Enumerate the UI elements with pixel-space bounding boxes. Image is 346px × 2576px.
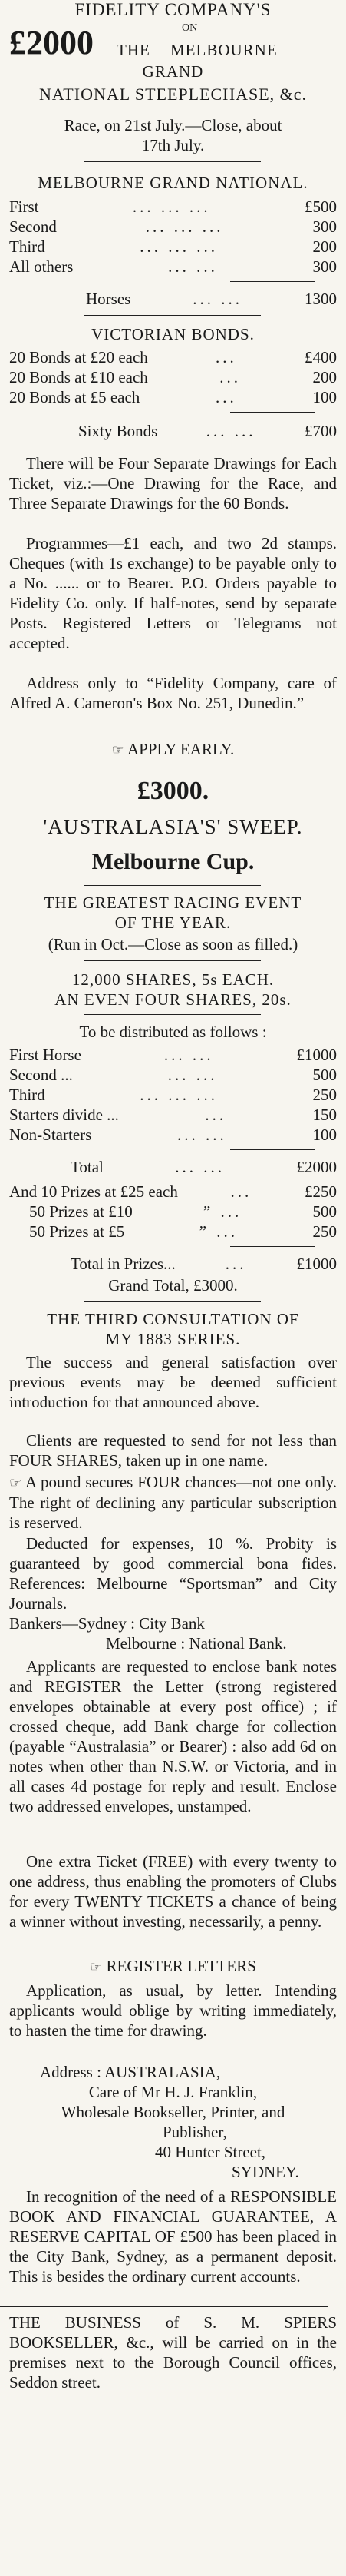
bond-value: 200 [312, 368, 337, 386]
leader-dots: ... ... ... [140, 237, 218, 256]
leader-dots: ... [216, 348, 237, 366]
extra-prize-label: 50 Prizes at £5 [29, 1222, 125, 1241]
leader-dots: ... ... [193, 290, 243, 308]
extra-prize-label: 50 Prizes at £10 [29, 1202, 133, 1221]
divider [84, 1014, 261, 1015]
total-value: 1300 [305, 290, 337, 308]
event-line-2: OF THE YEAR. [114, 913, 232, 932]
prize-label: Second [9, 217, 57, 236]
business-notice: THE BUSINESS of S. M. SPIERS BOOKSELLER, &c., will be carried on in the premises next to the Borough Council offices, Seddon street. [9, 2313, 337, 2392]
prize-row [9, 237, 337, 257]
shares-line-2: AN EVEN FOUR SHARES, 20s. [54, 990, 292, 1009]
prize-row [9, 257, 337, 277]
paragraph: There will be Four Separate Drawings for Each Ticket, viz.:—One Drawing for the Race, and Three Separate Drawings for the 60 Bonds. [9, 454, 337, 512]
sum-rule [230, 1149, 315, 1150]
consultation-line-2: MY 1883 SERIES. [105, 1330, 241, 1348]
prize-label: Third [9, 237, 45, 256]
leader-dots: ... ... ... [145, 217, 224, 236]
bond-row [9, 387, 337, 407]
distribution-label: Non-Starters [9, 1126, 92, 1144]
extra-prize-value: 500 [312, 1202, 337, 1221]
extra-prize-row [9, 1202, 337, 1222]
leader-dots: ... [219, 368, 242, 386]
total-label: Sixty Bonds [78, 422, 158, 440]
paragraph-text: A pound secures FOUR chances—not one only. The right of declining any particular subscription is reserved. [9, 1473, 338, 1532]
paragraph: Address only to “Fidelity Company, care of Alfred A. Cameron's Box No. 251, Dunedin.” [9, 674, 337, 712]
prize-row [9, 217, 337, 237]
total-row [9, 421, 337, 441]
the-word: THE [117, 41, 150, 59]
extra-prize-row [9, 1182, 337, 1202]
leader-dots: ... [216, 388, 237, 406]
address-line: Wholesale Bookseller, Printer, and [61, 2103, 285, 2121]
paragraph: In recognition of the need of a RESPONSIBLE BOOK AND FINANCIAL GUARANTEE, A RESERVE CAPITAL OF £500 has been placed in the City Bank, Sydney, as a permanent deposit. This is besides the ordinary current accounts. [9, 2187, 337, 2286]
bankers-line-1: Bankers—Sydney : City Bank [9, 1614, 205, 1633]
distribution-row [9, 1105, 337, 1125]
bond-value: £400 [305, 348, 337, 366]
prize-row [9, 197, 337, 217]
sum-rule [230, 412, 315, 413]
paragraph: The success and general satisfaction over previous events may be deemed sufficient introduction for that announced above. [9, 1353, 337, 1411]
divider [84, 885, 261, 886]
distribution-label: First Horse [9, 1046, 81, 1064]
shares-line-1: 12,000 SHARES, 5s EACH. [71, 970, 275, 989]
race-date-line-2: 17th July. [141, 136, 205, 154]
leader-dots: ... ... [167, 1066, 218, 1084]
leader-dots: ... ... ... [140, 1086, 218, 1104]
section-title: MELBOURNE GRAND NATIONAL. [38, 174, 308, 192]
leader-dots: ... ... [177, 1126, 227, 1144]
leader-dots: ... [205, 1106, 227, 1124]
prize-value: 300 [312, 217, 337, 236]
pointing-hand-icon: ☞ [111, 742, 124, 758]
cup-title: Melbourne Cup. [91, 849, 255, 874]
on-word: ON [182, 22, 198, 34]
distribution-value: £1000 [296, 1046, 337, 1064]
prize-value: £500 [305, 197, 337, 216]
distribution-row [9, 1085, 337, 1105]
total-row [9, 1157, 337, 1177]
extra-prize-label: And 10 Prizes at £25 each [9, 1182, 178, 1201]
divider [84, 161, 261, 162]
bond-label: 20 Bonds at £10 each [9, 368, 148, 386]
leader-dots: ... [230, 1182, 252, 1201]
melbourne-word: MELBOURNE [170, 41, 278, 59]
distribution-title: To be distributed as follows : [79, 1023, 267, 1041]
extra-prize-value: 250 [312, 1222, 337, 1241]
grand-word: GRAND [142, 62, 204, 81]
distribution-row [9, 1045, 337, 1065]
paragraph: Applicants are requested to enclose bank notes and REGISTER the Letter (strong registered envelopes obtainable at every post office) ; if crossed cheque, add Bank charge for collection (payable “Australasia” or Bearer) : also add 6d on notes when other than N.S.W. or Victoria, and in all cases 4d postage for reply and result. Enclose two addressed envelopes, unstamped. [9, 1657, 337, 1815]
address-line: Publisher, [163, 2123, 227, 2141]
distribution-label: Third [9, 1086, 45, 1104]
address-line: Address : AUSTRALASIA, [40, 2063, 221, 2081]
bond-value: 100 [312, 388, 337, 406]
divider [0, 2306, 328, 2307]
address-line: 40 Hunter Street, [155, 2143, 266, 2161]
distribution-label: Starters divide ... [9, 1106, 119, 1124]
apply-text: APPLY EARLY. [127, 740, 235, 758]
distribution-value: 150 [312, 1106, 337, 1124]
race-title: NATIONAL STEEPLECHASE, &c. [38, 85, 308, 104]
total-value: £700 [305, 422, 337, 440]
prize-label: All others [9, 257, 74, 276]
address-line: SYDNEY. [232, 2163, 299, 2181]
paragraph: Deducted for expenses, 10 %. Probity is guaranteed by good commercial bona fides. References: Melbourne “Sportsman” and City Journals. [9, 1534, 337, 1613]
distribution-value: 250 [312, 1086, 337, 1104]
paragraph-with-hand [9, 1472, 337, 1533]
race-date-line-1: Race, on 21st July.—Close, about [64, 116, 282, 134]
prize-value: 200 [312, 237, 337, 256]
distribution-label: Second ... [9, 1066, 73, 1084]
distribution-row [9, 1125, 337, 1145]
distribution-value: 100 [312, 1126, 337, 1144]
section-title: VICTORIAN BONDS. [91, 325, 255, 343]
distribution-row [9, 1065, 337, 1085]
extra-prize-row [9, 1222, 337, 1242]
paragraph: Clients are requested to send for not less than FOUR SHARES, taken up in one name. [9, 1431, 337, 1470]
run-note: (Run in Oct.—Close as soon as filled.) [48, 935, 298, 953]
total-value: £2000 [296, 1158, 337, 1176]
apply-line [9, 739, 337, 760]
total-row [9, 289, 337, 309]
paragraph: Application, as usual, by letter. Intending applicants would oblige by writing immediately, to hasten the time for drawing. [9, 1981, 337, 2040]
pointing-hand-icon: ☞ [9, 1475, 22, 1490]
leader-dots: ” ... [203, 1202, 242, 1221]
sweep-title: 'AUSTRALASIA'S' SWEEP. [43, 815, 303, 838]
paragraph: One extra Ticket (FREE) with every twenty to one address, thus enabling the promoters of Clubs for every TWENTY TICKETS a chance of being a winner without investing, necessarily, a penny. [9, 1852, 337, 1931]
pointing-hand-icon: ☞ [90, 1959, 103, 1974]
prize-value: 300 [312, 257, 337, 276]
total-label: Horses [86, 290, 131, 308]
sum-rule [230, 1246, 315, 1247]
sweep-amount: £3000. [137, 777, 209, 805]
distribution-value: 500 [312, 1066, 337, 1084]
consultation-line-1: THE THIRD CONSULTATION OF [47, 1310, 299, 1328]
bankers-line-2: Melbourne : National Bank. [106, 1634, 287, 1653]
total-label: Total [71, 1158, 104, 1176]
divider [84, 315, 261, 316]
event-line-1: THE GREATEST RACING EVENT [44, 893, 302, 912]
divider [84, 960, 261, 961]
company-heading: FIDELITY COMPANY'S [74, 0, 272, 19]
address-line: Care of Mr H. J. Franklin, [88, 2083, 258, 2101]
total-row [9, 1254, 337, 1274]
grand-total: Grand Total, £3000. [108, 1276, 238, 1295]
sum-rule [230, 281, 315, 282]
bond-row [9, 367, 337, 387]
bond-label: 20 Bonds at £5 each [9, 388, 140, 406]
extra-prize-value: £250 [305, 1182, 337, 1201]
prize-label: First [9, 197, 39, 216]
total-label: Total in Prizes... [71, 1255, 176, 1273]
total-value: £1000 [296, 1255, 337, 1273]
register-text: REGISTER LETTERS [106, 1957, 256, 1975]
leader-dots: ... ... ... [132, 197, 211, 216]
prize-amount: £2000 [9, 24, 94, 61]
divider [84, 1301, 261, 1302]
bond-row [9, 347, 337, 367]
leader-dots: ... ... [175, 1158, 226, 1176]
leader-dots: ” ... [199, 1222, 239, 1241]
leader-dots: ... ... [206, 422, 256, 440]
paragraph: Programmes—£1 each, and two 2d stamps. Cheques (with 1s exchange) to be payable only to a No. ...... or to Bearer. P.O. Orders payable to Fidelity Co. only. If half-notes, send by separate Posts. Registered Letters or Telegrams not accepted. [9, 534, 337, 652]
leader-dots: ... ... [163, 1046, 214, 1064]
bond-label: 20 Bonds at £20 each [9, 348, 148, 366]
leader-dots: ... ... [168, 257, 218, 276]
register-line [9, 1956, 337, 1977]
leader-dots: ... [225, 1255, 247, 1273]
